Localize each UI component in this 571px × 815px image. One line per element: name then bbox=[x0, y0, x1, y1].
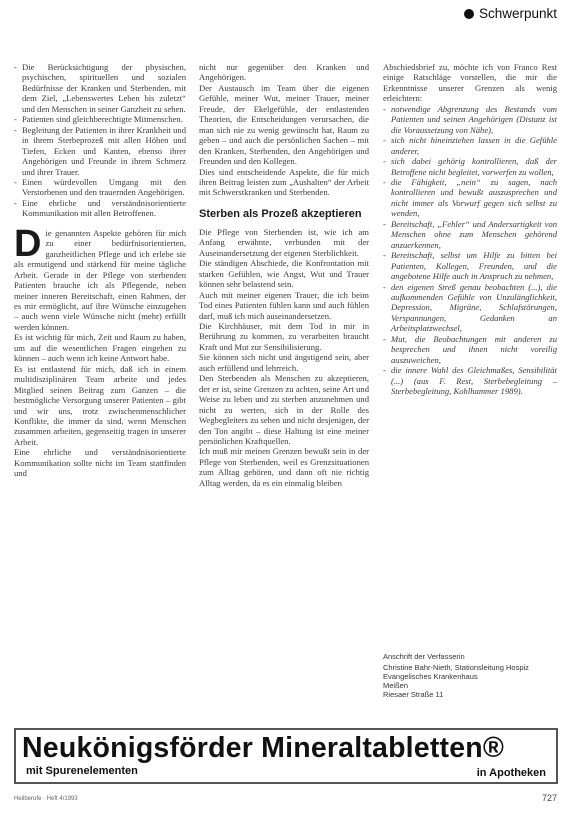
paragraph: Der Austausch im Team über die eigenen Gefühle, meiner Wut, meiner Trauer, meiner Freude, der Ekelgefühle, der entlastenden Theorien, die Entscheidungen verursachen, die man sich nie zu wenig gewünscht hat, Raum zu geben – und auch die persönlichen Sachen – mit den Kranken, Sterbenden, den Angehörigen und Freunden und den Kollegen. bbox=[199, 82, 369, 167]
drop-cap: D bbox=[14, 222, 42, 265]
paragraph: Die Pflege von Sterbenden ist, wie ich am Anfang erwähnte, verbunden mit der Auseinandersetzung der eigenen Sterblichkeit. bbox=[199, 226, 369, 258]
paragraph: Die Kirchhäuser, mit dem Tod in mir in Berührung zu kommen, zu verarbeiten braucht Kraft und Mut zur Sensibilisierung. bbox=[199, 320, 369, 352]
paragraph: Dies sind entscheidende Aspekte, die für mich ihren Beitrag leisten zum „Aushalten“ der Arbeit mit Schwerstkranken und Sterbenden. bbox=[199, 166, 369, 198]
paragraph: Abschiedsbrief zu, möchte ich von Franco Rest einige Ratschläge vorstellen, die mir die Erkenntnisse unserer Grenzen als wenig erleichtern: bbox=[383, 62, 557, 104]
list-item: - Die Berücksichtigung der physischen, psychischen, spirituellen und sozialen Bedürfnisse der Kranken und Sterbenden, mit dem Ziel, „Lebenswertes Leben bis zuletzt“ und den Menschen in seiner Ganzheit zu sehen. bbox=[14, 62, 186, 114]
section-label bbox=[464, 6, 557, 21]
author-label: Anschrift der Verfasserin bbox=[383, 652, 465, 661]
paragraph: nicht nur gegenüber den Kranken und Angehörigen. bbox=[199, 62, 369, 83]
column-1 bbox=[14, 62, 186, 479]
advice-list bbox=[383, 104, 557, 397]
list-item: - sich dabei gehörig kontrollieren, daß der Betroffene nicht begleitet, vorwerfen zu wollen, bbox=[383, 156, 557, 177]
paragraph: Sie können sich nicht und ängstigend sein, aber auch erfüllend und lehrreich. bbox=[199, 352, 369, 373]
ad-availability: in Apotheken bbox=[476, 767, 546, 779]
list-item: - Eine ehrliche und verständnisorientierte Kommunikation mit allen Betroffenen. bbox=[14, 198, 186, 219]
intro-text: ie genannten Aspekte gehören für mich zu einer bedürfnisorientierten, ganzheitlichen Pflege und ich erlebe sie als ermutigend und stärkend für meine tägliche Arbeit. Gerade in der Pflege von sterbenden Patienten brauche ich als Pflegende, neben meiner inneren Bereitschaft, einen Rahmen, der es mir ermöglicht, auf ihre Wünsche einzugehen – auch wenn viele Wünsche nicht (mehr) erfüllt werden können. bbox=[14, 227, 186, 332]
author-line: Meißen bbox=[383, 681, 409, 690]
footer-citation: Heilberufe · Heft 4/1993 bbox=[14, 796, 78, 802]
list-item: - Bereitschaft, selbst um Hilfe zu bitten bei Patienten, Kollegen, Freunden, und die angebotene Hilfe auch in Anspruch zu nehmen, bbox=[383, 250, 557, 281]
paragraph: Es ist entlastend für mich, daß ich in einem multidisziplinären Team arbeite und jedes Mitglied seinen Beitrag zum Ganzen – die bestmögliche Versorgung unserer Patienten – gibt und wir uns, trotz zwischenmenschlicher Konflikte, die immer da sind, wenn Menschen zusammen arbeiten, gegenseitig tragen in unserer Arbeit. bbox=[14, 363, 186, 447]
advertisement-banner bbox=[14, 728, 558, 784]
paragraph: Eine ehrliche und verständnisorientierte Kommunikation sollte nicht im Team stattfinden und bbox=[14, 447, 186, 479]
list-item: - Einen würdevollen Umgang mit den Verstorbenen und den trauernden Angehörigen. bbox=[14, 177, 186, 198]
page-number: 727 bbox=[541, 793, 557, 803]
list-item: - Begleitung der Patienten in ihrer Krankheit und in ihrem Sterbeprozeß mit allen Höhen und Tiefen, Ecken und Kanten, ebenso ihrer Angehörigen und Freunde in ihrem Schmerz und ihrer Trauer. bbox=[14, 125, 186, 177]
column-3 bbox=[383, 62, 557, 397]
author-line: Riesaer Straße 11 bbox=[383, 690, 444, 699]
list-item: - Mut, die Beobachtungen mit anderen zu besprechen und ihnen nicht voreilig auszuweichen, bbox=[383, 334, 557, 365]
section-title: Schwerpunkt bbox=[478, 6, 557, 21]
author-address bbox=[383, 652, 557, 699]
paragraph: Die ständigen Abschiede, die Konfrontation mit starken Gefühlen, wie Angst, Wut und Trauer können sehr belastend sein. bbox=[199, 258, 369, 290]
column-2 bbox=[199, 62, 369, 488]
paragraph: Den Sterbenden als Menschen zu akzeptieren, der er ist, seine Grenzen zu achten, seine Art und Weise zu leben und zu sterben anzunehmen und nicht zu werten, sich in der Rolle des Wegbegleiters zu sehen und nicht desjenigen, der den Ton angibt – diese Haltung ist eine meiner persönlichen Kraftquellen. bbox=[199, 373, 369, 446]
author-line: Evangelisches Krankenhaus bbox=[383, 672, 478, 681]
list-item: - Patienten sind gleichberechtigte Mitmenschen. bbox=[14, 114, 186, 124]
section-heading: Sterben als Prozeß akzeptieren bbox=[199, 207, 362, 220]
list-item: - die innere Wahl des Gleichmaßes, Sensibilität (...) (aus F. Rest, Sterbebegleitung – Sterbebegleitung, Kohlhammer 1989). bbox=[383, 365, 557, 396]
bullet-dot-icon bbox=[464, 9, 474, 19]
ad-title: Neukönigsförder Mineraltabletten® bbox=[22, 732, 505, 764]
list-item: - die Fähigkeit, „nein“ zu sagen, nach kontrollieren und bewußt auszusprechen und nicht immer als Vorwurf gegen sich selbst zu wenden, bbox=[383, 177, 557, 219]
list-item: - den eigenen Streß genau beobachten (...), die aufkommenden Gefühle von Unzulänglichkeit, Depression, Migräne, Schlafstörungen, Verspannungen, Gedanken an Arbeitsplatzwechsel, bbox=[383, 282, 557, 334]
ad-subtitle: mit Spurenelementen bbox=[26, 765, 138, 777]
author-line: Christine Bahr-Nieth, Stationsleitung Hospiz bbox=[383, 663, 529, 672]
paragraph: Auch mit meiner eigenen Trauer, die ich beim Tod eines Patienten fühlen kann und auch fühlen darf, muß ich mich auseinandersetzen. bbox=[199, 289, 369, 321]
paragraph: Es ist wichtig für mich, Zeit und Raum zu haben, um auf die wesentlichen Fragen eingehen zu können – auch wenn ich keine Antwort habe. bbox=[14, 332, 186, 364]
aspects-list bbox=[14, 62, 186, 219]
paragraph: Ich muß mir meinen Grenzen bewußt sein in der Pflege von Sterbenden, weil es Grenzsituationen zum Alltag gehören, und dann oft nie richtig Alltag werden, da es ein einmalig bleiben bbox=[199, 446, 369, 488]
list-item: - notwendige Abgrenzung des Bestands vom Patienten und seinen Angehörigen (Distanz ist die Voraussetzung von Nähe), bbox=[383, 104, 557, 135]
list-item: - Bereitschaft, „Fehler“ und Andersartigkeit von Menschen ohne zum Menschen gehörend anzuerkennen, bbox=[383, 219, 557, 250]
intro-paragraph bbox=[14, 222, 186, 333]
list-item: - sich nicht hineinziehen lassen in die Gefühle anderer, bbox=[383, 135, 557, 156]
